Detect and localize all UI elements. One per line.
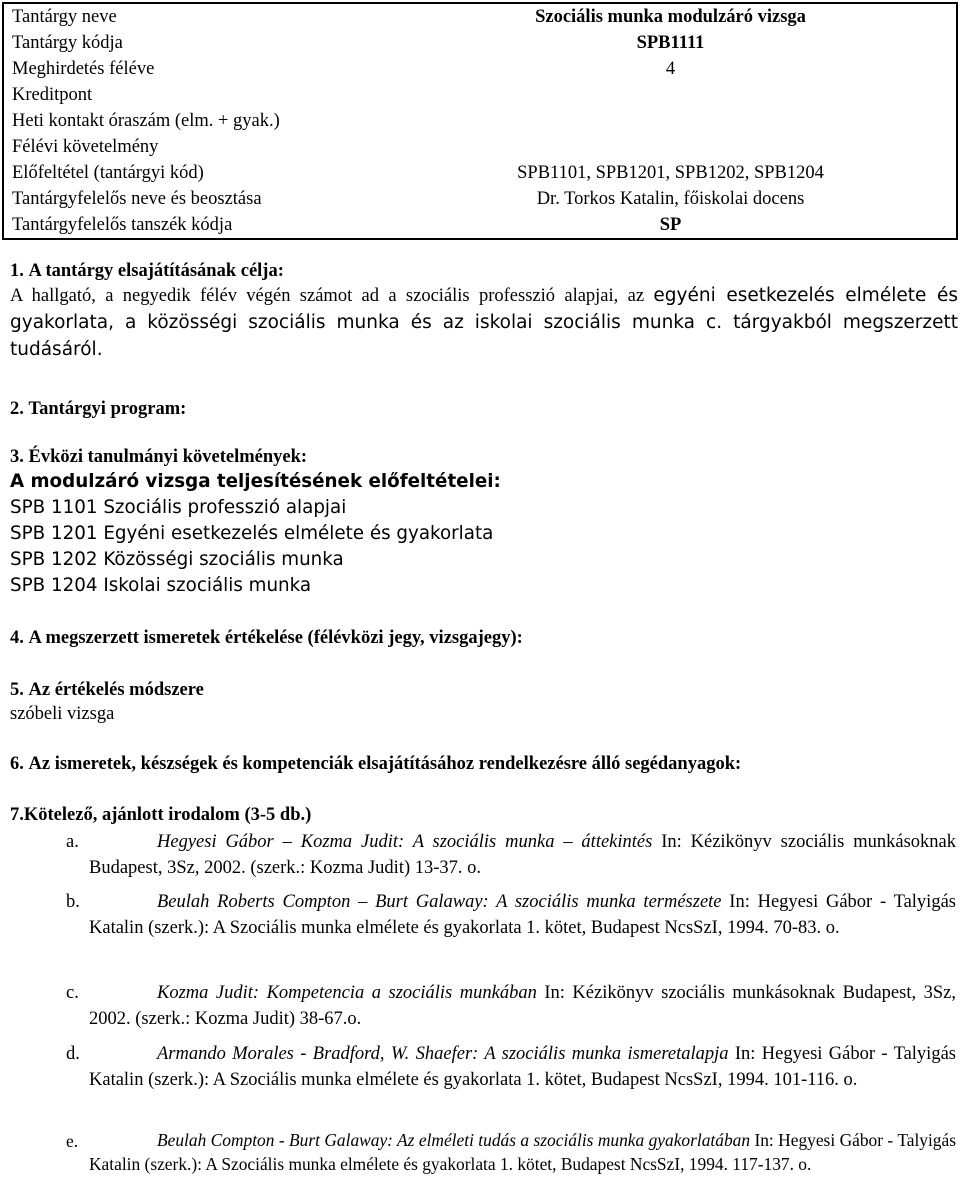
- row-label: Meghirdetés féléve: [12, 58, 155, 79]
- reference-item: [66, 1041, 956, 1093]
- section-title: Évközi tanulmányi követelmények:: [28, 447, 308, 467]
- table-row: [3, 82, 957, 108]
- table-row: [3, 160, 957, 186]
- reference-title: Beulah Roberts Compton – Burt Galaway: A szociális munka természete: [157, 892, 722, 912]
- reference-item: [66, 980, 956, 1032]
- course-info-table: [2, 2, 958, 240]
- section-7: [10, 803, 958, 827]
- section-number: 1.: [10, 261, 24, 281]
- section-title: Az ismeretek, készségek és kompetenciák elsajátításához rendelkezésre álló segédanyagok:: [28, 754, 742, 774]
- row-value: [377, 82, 957, 108]
- row-label: Előfeltétel (tantárgyi kód): [12, 162, 204, 183]
- reference-source: In: Hegyesi Gábor - Talyigás Katalin (szerk.): A Szociális munka elmélete és gyakorlata 1. kötet, Budapest NcsSzI, 1994. 70-83. o.: [89, 892, 956, 938]
- row-value: 4: [665, 58, 676, 79]
- row-value: SPB1101, SPB1201, SPB1202, SPB1204: [517, 162, 824, 183]
- reference-source: In: Kézikönyv szociális munkásoknak Budapest, 3Sz, 2002. (szerk.: Kozma Judit) 13-37. o.: [89, 832, 957, 878]
- row-label: Kreditpont: [12, 84, 93, 105]
- section-number: 2.: [10, 399, 24, 419]
- reference-letter: d.: [66, 1044, 80, 1064]
- evaluation-method: szóbeli vizsga: [10, 704, 115, 724]
- goal-text-serif: A hallgató, a negyedik félév végén számot ad a szociális professzió alapjai, az: [10, 286, 654, 306]
- reference-item: [66, 1128, 956, 1176]
- reference-source: In: Hegyesi Gábor - Talyigás Katalin (szerk.): A Szociális munka elmélete és gyakorlata 1. kötet, Budapest NcsSzI, 1994. 117-137. o.: [89, 1130, 956, 1174]
- section-5: [10, 678, 958, 726]
- list-item: SPB 1101 Szociális professzió alapjai: [10, 497, 347, 518]
- table-row: [3, 134, 957, 160]
- section-4-heading: [10, 626, 958, 650]
- reference-title: Hegyesi Gábor – Kozma Judit: A szociális munka – áttekintés: [157, 832, 653, 852]
- section-1-text: [10, 283, 958, 364]
- row-value: [377, 108, 957, 134]
- table-row: [3, 30, 957, 56]
- row-value: SPB1111: [636, 32, 705, 53]
- reference-title: Beulah Compton - Burt Galaway: Az elméleti tudás a szociális munka gyakorlatában: [157, 1130, 751, 1150]
- row-value: [377, 134, 957, 160]
- table-row: [3, 212, 957, 239]
- section-number: 4.: [10, 628, 24, 648]
- section-number: 6.: [10, 754, 24, 774]
- section-4: [10, 626, 958, 650]
- reference-letter: e.: [66, 1131, 79, 1151]
- goal-text-sans: egyéni esetkezelés elmélete és gyakorlata, a közösségi szociális munka és az iskolai szociális munka c. tárgyakból megszerzett tudásáról.: [10, 285, 958, 360]
- section-3: [10, 445, 958, 599]
- row-label: Tantárgyfelelős tanszék kódja: [12, 214, 233, 235]
- reference-item: [66, 889, 956, 941]
- section-7-heading: [10, 803, 958, 827]
- table-row: [3, 186, 957, 212]
- section-2: [10, 397, 958, 421]
- reference-letter: a.: [66, 832, 79, 852]
- section-1: [10, 259, 958, 364]
- section-5-heading: [10, 678, 958, 702]
- reference-source: In: Hegyesi Gábor - Talyigás Katalin (szerk.): A Szociális munka elmélete és gyakorlata 1. kötet, Budapest NcsSzI, 1994. 101-116. o.: [89, 1044, 956, 1090]
- list-item: SPB 1204 Iskolai szociális munka: [10, 575, 312, 596]
- section-title: Tantárgyi program:: [28, 399, 187, 419]
- prerequisites-title: A modulzáró vizsga teljesítésének előfeltételei:: [10, 471, 501, 492]
- section-6-heading: [10, 752, 958, 776]
- section-2-heading: [10, 397, 958, 421]
- row-label: Tantárgyfelelős neve és beosztása: [12, 188, 262, 209]
- section-6: [10, 752, 958, 776]
- list-item: SPB 1202 Közösségi szociális munka: [10, 549, 344, 570]
- section-3-heading: [10, 445, 958, 469]
- section-title: Az értékelés módszere: [28, 680, 204, 700]
- section-number: 3.: [10, 447, 24, 467]
- row-label: Tantárgy neve: [12, 6, 117, 27]
- table-row: [3, 56, 957, 82]
- section-title: A megszerzett ismeretek értékelése (félévközi jegy, vizsgajegy):: [28, 628, 523, 648]
- section-title: A tantárgy elsajátításának célja:: [28, 261, 284, 281]
- row-value: Dr. Torkos Katalin, főiskolai docens: [536, 188, 805, 209]
- reference-title: Armando Morales - Bradford, W. Shaefer: A szociális munka ismeretalapja: [157, 1044, 729, 1064]
- row-value: SP: [659, 214, 682, 235]
- row-label: Heti kontakt óraszám (elm. + gyak.): [12, 110, 280, 131]
- reference-letter: c.: [66, 983, 79, 1003]
- section-1-heading: [10, 259, 958, 283]
- reference-source: In: Kézikönyv szociális munkásoknak Budapest, 3Sz, 2002. (szerk.: Kozma Judit) 38-67.o.: [89, 983, 956, 1029]
- row-label: Félévi követelmény: [12, 136, 159, 157]
- reference-letter: b.: [66, 892, 80, 912]
- reference-item: [66, 829, 956, 881]
- reference-title: Kozma Judit: Kompetencia a szociális munkában: [157, 983, 537, 1003]
- section-number: 5.: [10, 680, 24, 700]
- table-row: [3, 108, 957, 134]
- table-row: [3, 3, 957, 30]
- row-label: Tantárgy kódja: [12, 32, 123, 53]
- section-title: 7.Kötelező, ajánlott irodalom (3-5 db.): [10, 805, 312, 825]
- list-item: SPB 1201 Egyéni esetkezelés elmélete és gyakorlata: [10, 523, 494, 544]
- row-value: Szociális munka modulzáró vizsga: [535, 6, 806, 27]
